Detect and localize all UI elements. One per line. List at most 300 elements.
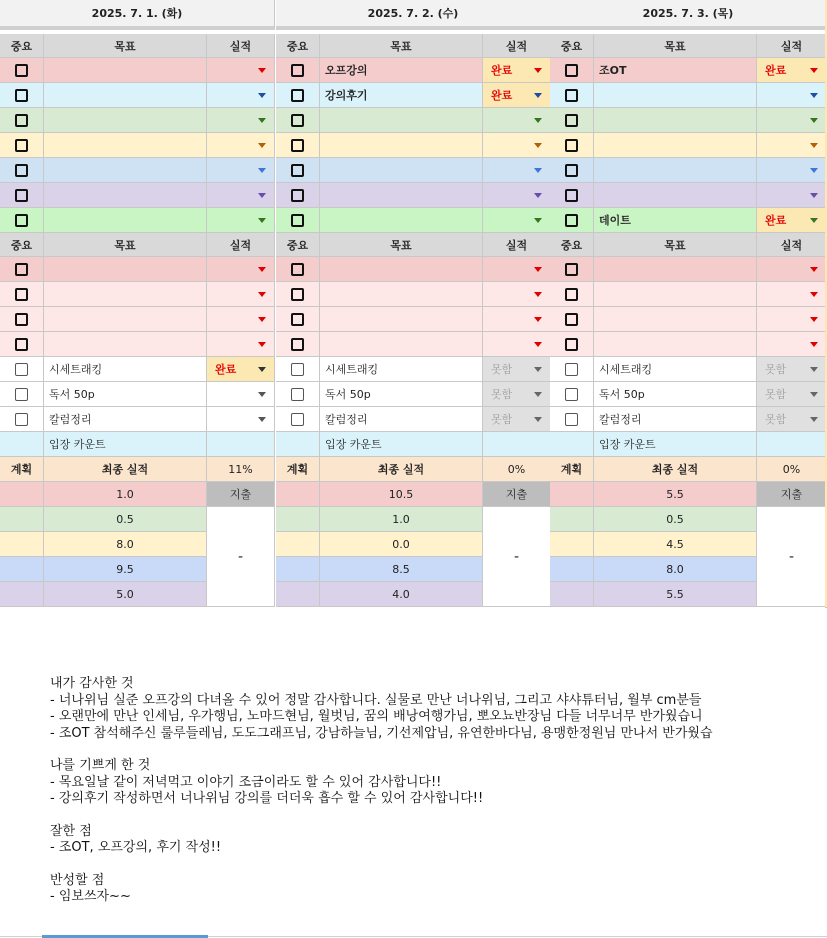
importance-checkbox[interactable]: [565, 214, 578, 227]
routine-importance-cell[interactable]: [0, 357, 44, 382]
goal-text-cell[interactable]: [320, 307, 483, 332]
stat-value-cell[interactable]: [44, 557, 207, 582]
routine-importance-cell[interactable]: [550, 407, 594, 432]
stat-plan-cell[interactable]: [550, 557, 594, 582]
goal-importance-cell[interactable]: [550, 332, 594, 357]
dropdown-arrow-icon[interactable]: [534, 267, 542, 272]
stat-plan-cell[interactable]: [0, 532, 44, 557]
result-status: 완료: [491, 89, 513, 102]
routine-result-dropdown[interactable]: [483, 407, 551, 432]
goal-result-dropdown[interactable]: [207, 133, 275, 158]
goal-text-cell[interactable]: [594, 158, 757, 183]
goal-importance-cell[interactable]: [276, 83, 320, 108]
entry-count-blank: [276, 432, 320, 457]
result-status: 못함: [491, 363, 513, 376]
goal-text-cell[interactable]: [594, 108, 757, 133]
dropdown-arrow-icon[interactable]: [534, 417, 542, 422]
goal-text-cell[interactable]: [594, 183, 757, 208]
goal-result-dropdown[interactable]: [483, 332, 551, 357]
dropdown-arrow-icon[interactable]: [258, 417, 266, 422]
goal-importance-cell[interactable]: [276, 208, 320, 233]
goal-text-cell[interactable]: [320, 282, 483, 307]
importance-checkbox[interactable]: [291, 263, 304, 276]
column-header-goal: [594, 233, 757, 257]
goal-result-dropdown[interactable]: [483, 83, 551, 108]
routine-importance-cell[interactable]: [0, 382, 44, 407]
stat-value-cell[interactable]: [44, 507, 207, 532]
goal-result-dropdown[interactable]: [757, 158, 827, 183]
goal-text-cell[interactable]: [594, 83, 757, 108]
goal-result-dropdown[interactable]: [207, 58, 275, 83]
goal-importance-cell[interactable]: [0, 282, 44, 307]
stat-plan-cell[interactable]: [276, 582, 320, 607]
column-header-result: [483, 34, 551, 58]
goal-importance-cell[interactable]: [276, 332, 320, 357]
column-header-result: [757, 233, 827, 257]
goal-text-cell[interactable]: [44, 307, 207, 332]
goal-result-dropdown[interactable]: [483, 108, 551, 133]
goal-result-dropdown[interactable]: [757, 208, 827, 233]
result-status: 완료: [215, 363, 237, 376]
goal-importance-cell[interactable]: [276, 108, 320, 133]
importance-checkbox[interactable]: [15, 139, 28, 152]
expense-value-cell[interactable]: [207, 507, 275, 607]
goal-result-dropdown[interactable]: [207, 183, 275, 208]
stat-plan-cell[interactable]: [276, 507, 320, 532]
importance-checkbox[interactable]: [15, 388, 28, 401]
dropdown-arrow-icon[interactable]: [810, 168, 818, 173]
goal-result-dropdown[interactable]: [207, 158, 275, 183]
goal-result-dropdown[interactable]: [207, 282, 275, 307]
importance-checkbox[interactable]: [15, 89, 28, 102]
dropdown-arrow-icon[interactable]: [534, 342, 542, 347]
stat-value-cell[interactable]: [44, 532, 207, 557]
goal-text-cell[interactable]: [594, 133, 757, 158]
goal-importance-cell[interactable]: [0, 257, 44, 282]
stat-value-cell[interactable]: [320, 582, 483, 607]
goal-text-cell[interactable]: [44, 282, 207, 307]
goal-result-dropdown[interactable]: [757, 58, 827, 83]
stat-value-cell[interactable]: [44, 482, 207, 507]
goal-text-cell[interactable]: [44, 208, 207, 233]
goal-result-dropdown[interactable]: [757, 108, 827, 133]
date-label: 2025. 7. 2. (수): [367, 7, 459, 20]
importance-checkbox[interactable]: [565, 164, 578, 177]
column-header-label: 실적: [229, 238, 252, 252]
stat-value: 0.5: [116, 512, 134, 526]
column-header-result: [483, 233, 551, 257]
routine-result-dropdown[interactable]: [483, 357, 551, 382]
importance-checkbox[interactable]: [15, 164, 28, 177]
routine-text: 칼럼정리: [49, 413, 92, 426]
entry-count-value[interactable]: [757, 432, 827, 457]
importance-checkbox[interactable]: [565, 263, 578, 276]
expense-value-cell[interactable]: [757, 507, 827, 607]
result-status: 완료: [765, 214, 787, 227]
goal-importance-cell[interactable]: [550, 158, 594, 183]
final-result-label: 최종 실적: [377, 463, 425, 476]
goal-text-cell[interactable]: [594, 332, 757, 357]
final-result-header: [594, 457, 757, 482]
stat-plan-cell[interactable]: [550, 582, 594, 607]
dropdown-arrow-icon[interactable]: [810, 292, 818, 297]
dropdown-arrow-icon[interactable]: [810, 68, 818, 73]
goal-importance-cell[interactable]: [550, 58, 594, 83]
goal-text-cell[interactable]: [44, 332, 207, 357]
importance-checkbox[interactable]: [291, 214, 304, 227]
column-header-goal: [594, 34, 757, 58]
dropdown-arrow-icon[interactable]: [258, 193, 266, 198]
goal-importance-cell[interactable]: [276, 257, 320, 282]
importance-checkbox[interactable]: [291, 338, 304, 351]
goal-result-dropdown[interactable]: [483, 58, 551, 83]
dropdown-arrow-icon[interactable]: [258, 292, 266, 297]
goal-importance-cell[interactable]: [276, 158, 320, 183]
goal-importance-cell[interactable]: [0, 307, 44, 332]
stat-value: 9.5: [116, 562, 134, 576]
goal-importance-cell[interactable]: [276, 282, 320, 307]
routine-text: 칼럼정리: [599, 413, 642, 426]
stat-plan-cell[interactable]: [276, 482, 320, 507]
goal-result-dropdown[interactable]: [207, 208, 275, 233]
goal-importance-cell[interactable]: [0, 208, 44, 233]
entry-count-value[interactable]: [483, 432, 551, 457]
dropdown-arrow-icon[interactable]: [258, 143, 266, 148]
expense-value: -: [788, 548, 795, 565]
importance-checkbox[interactable]: [565, 313, 578, 326]
final-result-label: 최종 실적: [101, 463, 149, 476]
entry-count-value[interactable]: [207, 432, 275, 457]
result-status: 못함: [491, 413, 513, 426]
goal-text-cell[interactable]: [594, 208, 757, 233]
dropdown-arrow-icon[interactable]: [258, 317, 266, 322]
routine-importance-cell[interactable]: [0, 407, 44, 432]
routine-text-cell[interactable]: [320, 357, 483, 382]
routine-importance-cell[interactable]: [550, 357, 594, 382]
importance-checkbox[interactable]: [565, 89, 578, 102]
goal-text-cell[interactable]: [594, 307, 757, 332]
goal-text-cell[interactable]: [320, 58, 483, 83]
goal-importance-cell[interactable]: [0, 133, 44, 158]
stat-plan-cell[interactable]: [550, 482, 594, 507]
goal-result-dropdown[interactable]: [483, 158, 551, 183]
goal-result-dropdown[interactable]: [757, 307, 827, 332]
dropdown-arrow-icon[interactable]: [258, 267, 266, 272]
plan-label: 계획: [286, 463, 309, 476]
stat-value: 1.0: [116, 487, 134, 501]
dropdown-arrow-icon[interactable]: [810, 193, 818, 198]
column-header-importance: [276, 34, 320, 58]
importance-checkbox[interactable]: [291, 139, 304, 152]
goal-importance-cell[interactable]: [276, 307, 320, 332]
date-header: [550, 0, 827, 30]
goal-importance-cell[interactable]: [276, 183, 320, 208]
column-header-label: 목표: [114, 39, 136, 53]
goal-text-cell[interactable]: [320, 158, 483, 183]
goal-result-dropdown[interactable]: [757, 133, 827, 158]
importance-checkbox[interactable]: [291, 64, 304, 77]
stat-plan-cell[interactable]: [0, 582, 44, 607]
stat-plan-cell[interactable]: [550, 532, 594, 557]
routine-text-cell[interactable]: [594, 407, 757, 432]
goal-text-cell[interactable]: [320, 83, 483, 108]
dropdown-arrow-icon[interactable]: [534, 168, 542, 173]
stat-value-cell[interactable]: [594, 482, 757, 507]
reflection-notes[interactable]: [50, 676, 827, 906]
importance-checkbox[interactable]: [15, 413, 28, 426]
routine-result-dropdown[interactable]: [207, 407, 275, 432]
importance-checkbox[interactable]: [15, 189, 28, 202]
stat-value: 1.0: [392, 512, 410, 526]
importance-checkbox[interactable]: [565, 114, 578, 127]
goal-importance-cell[interactable]: [0, 158, 44, 183]
importance-checkbox[interactable]: [15, 214, 28, 227]
goal-importance-cell[interactable]: [0, 332, 44, 357]
routine-text: 칼럼정리: [325, 413, 368, 426]
goal-importance-cell[interactable]: [550, 183, 594, 208]
expense-header: [757, 482, 827, 507]
goal-text-cell[interactable]: [594, 257, 757, 282]
importance-checkbox[interactable]: [565, 363, 578, 376]
goal-importance-cell[interactable]: [550, 257, 594, 282]
routine-result-dropdown[interactable]: [207, 382, 275, 407]
dropdown-arrow-icon[interactable]: [258, 168, 266, 173]
dropdown-arrow-icon[interactable]: [534, 218, 542, 223]
importance-checkbox[interactable]: [15, 313, 28, 326]
stat-value-cell[interactable]: [320, 532, 483, 557]
importance-checkbox[interactable]: [565, 388, 578, 401]
goal-text-cell[interactable]: [594, 282, 757, 307]
routine-importance-cell[interactable]: [550, 382, 594, 407]
dropdown-arrow-icon[interactable]: [810, 392, 818, 397]
goal-text-cell[interactable]: [44, 83, 207, 108]
goal-result-dropdown[interactable]: [483, 307, 551, 332]
goal-text-cell[interactable]: [320, 332, 483, 357]
routine-result-dropdown[interactable]: [207, 357, 275, 382]
stat-plan-cell[interactable]: [0, 482, 44, 507]
goal-result-dropdown[interactable]: [207, 108, 275, 133]
importance-checkbox[interactable]: [291, 114, 304, 127]
routine-importance-cell[interactable]: [276, 382, 320, 407]
goal-text-cell[interactable]: [44, 58, 207, 83]
stat-value-cell[interactable]: [320, 482, 483, 507]
goal-result-dropdown[interactable]: [207, 83, 275, 108]
dropdown-arrow-icon[interactable]: [534, 392, 542, 397]
stat-value-cell[interactable]: [320, 507, 483, 532]
goal-result-dropdown[interactable]: [483, 208, 551, 233]
goal-importance-cell[interactable]: [550, 108, 594, 133]
final-result-header: [320, 457, 483, 482]
goal-importance-cell[interactable]: [276, 58, 320, 83]
stat-value-cell[interactable]: [594, 557, 757, 582]
importance-checkbox[interactable]: [565, 288, 578, 301]
routine-text-cell[interactable]: [44, 382, 207, 407]
importance-checkbox[interactable]: [291, 89, 304, 102]
routine-text-cell[interactable]: [594, 357, 757, 382]
importance-checkbox[interactable]: [15, 263, 28, 276]
entry-count-cell: [594, 432, 757, 457]
importance-checkbox[interactable]: [15, 338, 28, 351]
routine-text-cell[interactable]: [594, 382, 757, 407]
goal-result-dropdown[interactable]: [757, 282, 827, 307]
goal-text: 조OT: [599, 64, 627, 77]
dropdown-arrow-icon[interactable]: [258, 342, 266, 347]
importance-checkbox[interactable]: [15, 363, 28, 376]
expense-value-cell[interactable]: [483, 507, 551, 607]
goal-importance-cell[interactable]: [276, 133, 320, 158]
goal-result-dropdown[interactable]: [757, 257, 827, 282]
importance-checkbox[interactable]: [291, 413, 304, 426]
stat-value-cell[interactable]: [320, 557, 483, 582]
column-header-goal: [44, 34, 207, 58]
dropdown-arrow-icon[interactable]: [534, 317, 542, 322]
goal-result-dropdown[interactable]: [483, 133, 551, 158]
importance-checkbox[interactable]: [15, 288, 28, 301]
importance-checkbox[interactable]: [291, 288, 304, 301]
goal-importance-cell[interactable]: [550, 83, 594, 108]
stat-plan-cell[interactable]: [0, 507, 44, 532]
goal-importance-cell[interactable]: [550, 133, 594, 158]
stat-value-cell[interactable]: [594, 507, 757, 532]
goal-text-cell[interactable]: [44, 158, 207, 183]
goal-text-cell[interactable]: [320, 208, 483, 233]
dropdown-arrow-icon[interactable]: [534, 118, 542, 123]
importance-checkbox[interactable]: [291, 313, 304, 326]
column-header-label: 목표: [664, 238, 686, 252]
dropdown-arrow-icon[interactable]: [810, 342, 818, 347]
column-header-label: 실적: [229, 39, 252, 53]
routine-result-dropdown[interactable]: [757, 407, 827, 432]
goal-result-dropdown[interactable]: [207, 307, 275, 332]
importance-checkbox[interactable]: [565, 139, 578, 152]
importance-checkbox[interactable]: [565, 413, 578, 426]
goal-importance-cell[interactable]: [0, 108, 44, 133]
dropdown-arrow-icon[interactable]: [258, 93, 266, 98]
dropdown-arrow-icon[interactable]: [534, 193, 542, 198]
result-status: 못함: [765, 388, 787, 401]
dropdown-arrow-icon[interactable]: [810, 317, 818, 322]
stat-value-cell[interactable]: [44, 582, 207, 607]
goal-result-dropdown[interactable]: [483, 183, 551, 208]
dropdown-arrow-icon[interactable]: [534, 292, 542, 297]
stat-value-cell[interactable]: [594, 532, 757, 557]
importance-checkbox[interactable]: [565, 64, 578, 77]
date-header: [276, 0, 551, 30]
routine-text: 시세트래킹: [599, 363, 653, 376]
routine-importance-cell[interactable]: [276, 357, 320, 382]
importance-checkbox[interactable]: [15, 64, 28, 77]
final-result-header: [44, 457, 207, 482]
date-header: [0, 0, 275, 30]
expense-value: -: [513, 548, 520, 565]
goal-importance-cell[interactable]: [550, 282, 594, 307]
goal-importance-cell[interactable]: [550, 208, 594, 233]
dropdown-arrow-icon[interactable]: [534, 68, 542, 73]
expense-value: -: [237, 548, 244, 565]
goal-text-cell[interactable]: [320, 108, 483, 133]
stat-value: 0.5: [666, 512, 684, 526]
stat-value-cell[interactable]: [594, 582, 757, 607]
dropdown-arrow-icon[interactable]: [810, 267, 818, 272]
dropdown-arrow-icon[interactable]: [534, 93, 542, 98]
routine-result-dropdown[interactable]: [483, 382, 551, 407]
goal-text: 데이트: [599, 214, 631, 227]
dropdown-arrow-icon[interactable]: [258, 218, 266, 223]
dropdown-arrow-icon[interactable]: [810, 367, 818, 372]
goal-result-dropdown[interactable]: [757, 183, 827, 208]
stat-plan-cell[interactable]: [0, 557, 44, 582]
goal-text: 오프강의: [325, 64, 368, 77]
stat-plan-cell[interactable]: [276, 532, 320, 557]
goal-result-dropdown[interactable]: [207, 332, 275, 357]
routine-importance-cell[interactable]: [276, 407, 320, 432]
goal-text-cell[interactable]: [44, 133, 207, 158]
entry-count-label: 입장 카운트: [49, 438, 106, 451]
dropdown-arrow-icon[interactable]: [810, 417, 818, 422]
goal-importance-cell[interactable]: [0, 83, 44, 108]
importance-checkbox[interactable]: [291, 363, 304, 376]
column-header-label: 목표: [390, 39, 412, 53]
goal-text-cell[interactable]: [320, 183, 483, 208]
dropdown-arrow-icon[interactable]: [810, 118, 818, 123]
importance-checkbox[interactable]: [291, 388, 304, 401]
dropdown-arrow-icon[interactable]: [810, 93, 818, 98]
goal-result-dropdown[interactable]: [757, 83, 827, 108]
goal-result-dropdown[interactable]: [757, 332, 827, 357]
dropdown-arrow-icon[interactable]: [534, 367, 542, 372]
dropdown-arrow-icon[interactable]: [810, 143, 818, 148]
dropdown-arrow-icon[interactable]: [810, 218, 818, 223]
routine-text-cell[interactable]: [320, 407, 483, 432]
plan-label: 계획: [560, 463, 583, 476]
importance-checkbox[interactable]: [565, 189, 578, 202]
goal-importance-cell[interactable]: [550, 307, 594, 332]
goal-result-dropdown[interactable]: [483, 282, 551, 307]
note-line: - 강의후기 작성하면서 너나위님 강의를 더더욱 흡수 할 수 있어 감사합니다!!: [50, 791, 484, 806]
goal-importance-cell[interactable]: [0, 183, 44, 208]
dropdown-arrow-icon[interactable]: [258, 118, 266, 123]
entry-count-blank: [0, 432, 44, 457]
importance-checkbox[interactable]: [291, 164, 304, 177]
goal-text-cell[interactable]: [44, 183, 207, 208]
column-header-label: 중요: [10, 39, 33, 53]
goal-text-cell[interactable]: [320, 257, 483, 282]
dropdown-arrow-icon[interactable]: [534, 143, 542, 148]
goal-text-cell[interactable]: [320, 133, 483, 158]
routine-result-dropdown[interactable]: [757, 382, 827, 407]
importance-checkbox[interactable]: [15, 114, 28, 127]
routine-text-cell[interactable]: [320, 382, 483, 407]
importance-checkbox[interactable]: [565, 338, 578, 351]
dropdown-arrow-icon[interactable]: [258, 392, 266, 397]
importance-checkbox[interactable]: [291, 189, 304, 202]
stat-plan-cell[interactable]: [550, 507, 594, 532]
goal-importance-cell[interactable]: [0, 58, 44, 83]
routine-text: 독서 50p: [49, 388, 95, 401]
stat-plan-cell[interactable]: [276, 557, 320, 582]
goal-result-dropdown[interactable]: [483, 257, 551, 282]
goal-text-cell[interactable]: [44, 257, 207, 282]
routine-text-cell[interactable]: [44, 407, 207, 432]
goal-result-dropdown[interactable]: [207, 257, 275, 282]
routine-text-cell[interactable]: [44, 357, 207, 382]
goal-text-cell[interactable]: [594, 58, 757, 83]
goal-text-cell[interactable]: [44, 108, 207, 133]
routine-result-dropdown[interactable]: [757, 357, 827, 382]
dropdown-arrow-icon[interactable]: [258, 367, 266, 372]
column-header-label: 실적: [780, 238, 803, 252]
dropdown-arrow-icon[interactable]: [258, 68, 266, 73]
